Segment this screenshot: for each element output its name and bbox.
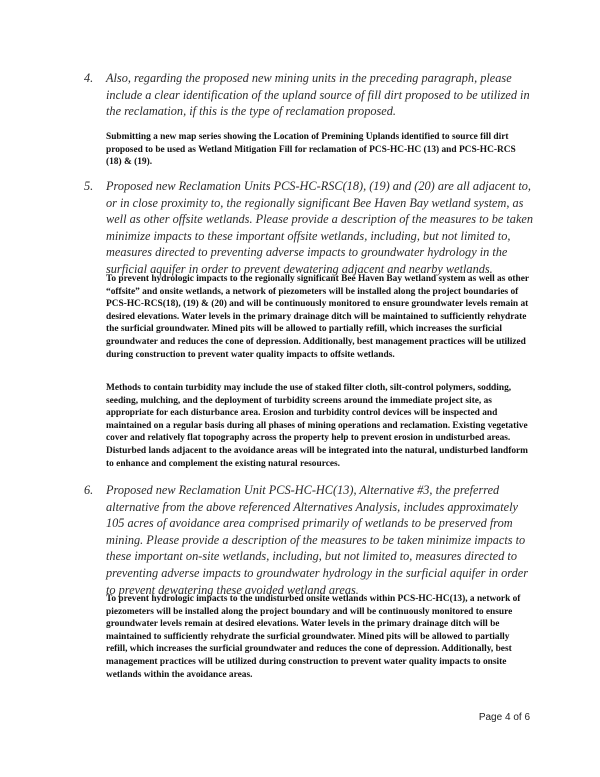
page-current: 4 — [504, 712, 511, 723]
numbered-item-5 — [84, 178, 534, 278]
item-text: Proposed new Reclamation Units PCS-HC-RSC(18), (19) and (20) are all adjacent to, or in close proximity to, the regionally significant Bee Haven Bay wetland system, as well as other offsite wetlands. Please provide a description of the measures to be taken minimize impacts to these important offsite wetlands, including, but not limited to, measures directed to preventing adverse impacts to groundwater hydrology in the surficial aquifer in order to prevent dewatering adjacent and nearby wetlands. — [106, 179, 534, 276]
page-total: 6 — [524, 712, 530, 723]
page-word: Page — [478, 712, 503, 723]
response-paragraph: To prevent hydrologic impacts to the regionally significant Bee Haven Bay wetland system as well as other “offsite” and onsite wetlands, a network of piezometers will be installed along the project boundaries of PCS-HC-RCS(18), (19) & (20) and will be continuously monitored to ensure groundwater levels remain at desired elevations. Water levels in the primary drainage ditch will be maintained to sufficiently rehydrate the surficial groundwater. Mined pits will be allowed to partially refill, which increases the surficial groundwater and reduces the cone of depression. Additionally, best management practices will be utilized during construction to prevent water quality impacts to offsite wetlands. — [106, 274, 529, 360]
numbered-item-6 — [84, 482, 534, 598]
item-number: 5. — [84, 179, 94, 193]
page-footer — [479, 712, 530, 723]
numbered-item-4 — [84, 70, 534, 120]
page-of: of — [513, 712, 522, 723]
item-text: Proposed new Reclamation Unit PCS-HC-HC(13), Alternative #3, the preferred alternative from the above referenced Alternatives Analysis, includes approximately 105 acres of avoidance area comprised primarily of wetlands to be preserved from mining. Please provide a description of the measures to be taken minimize impacts to these important on-site wetlands, including, but not limited to, measures directed to preventing adverse impacts to groundwater hydrology in the surficial aquifer in order to prevent dewatering these avoided wetland areas. — [106, 483, 529, 597]
response-paragraph: Methods to contain turbidity may include the use of staked filter cloth, silt-control polymers, sodding, seeding, mulching, and the deployment of turbidity screens around the immediate project site, as appropriate for each disturbance area. Erosion and turbidity control devices will be inspected and maintained on a regular basis during all phases of mining operations and reclamation. Existing vegetative cover and relatively flat topography across the property help to prevent erosion in undisturbed areas. Disturbed lands adjacent to the avoidance areas will be integrated into the natural, undisturbed landform to enhance and complement the existing natural resources. — [106, 383, 528, 469]
item-text: Also, regarding the proposed new mining units in the preceding paragraph, please include a clear identification of the upland source of fill dirt proposed to be utilized in the reclamation, if this is the type of reclamation proposed. — [106, 71, 530, 119]
item-number: 6. — [84, 483, 94, 497]
item-number: 4. — [84, 71, 94, 85]
response-paragraph: Submitting a new map series showing the Location of Premining Uplands identified to source fill dirt proposed to be used as Wetland Mitigation Fill for reclamation of PCS-HC-HC (13) and PCS-HC-RCS (18) & (19). — [106, 132, 516, 168]
response-paragraph: To prevent hydrologic impacts to the undisturbed onsite wetlands within PCS-HC-HC(13), a network of piezometers will be installed along the project boundary and will be continuously monitored to ensure groundwater levels remain at desired elevations. Water levels in the primary drainage ditch will be maintained to sufficiently rehydrate the surficial groundwater. Mined pits will be allowed to partially refill, which increases the surficial groundwater and reduces the cone of depression. Additionally, best management practices will be utilized during construction to prevent water quality impacts to onsite wetlands within the avoidance areas. — [106, 594, 521, 680]
